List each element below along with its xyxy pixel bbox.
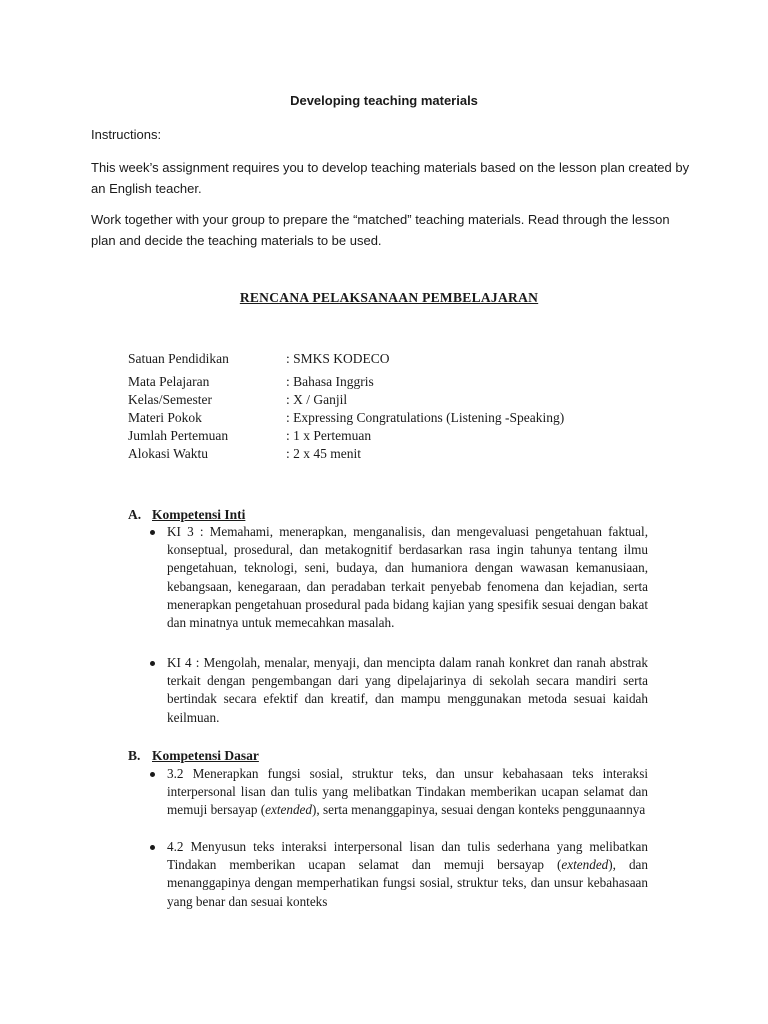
list-item <box>150 523 648 632</box>
document-title: Developing teaching materials <box>290 93 478 108</box>
competency-text: KI 3 : Memahami, menerapkan, menganalisis, dan mengevaluasi pengetahuan faktual, konseptual, prosedural, dan metakognitif berdasarkan rasa ingin tahunya tentang ilmu pengetahuan, teknologi, seni, budaya, dan humaniora dengan wawasan kemanusiaan, kebangsaan, kenegaraan, dan peradaban terkait penyebab fenomena dan kejadian, serta menerapkan pengetahuan prosedural pada bidang kajian yang spesifik sesuai dengan bakat dan minatnya untuk memecahkan masalah. <box>167 524 648 631</box>
section-letter: A. <box>128 507 142 522</box>
info-label: Jumlah Pertemuan <box>128 428 229 443</box>
text-segment: 3.2 Menerapkan fungsi sosial, struktur teks, dan unsur kebahasaan teks interaksi interpersonal lisan dan tulis yang melibatkan Tindakan memberikan ucapan selamat dan memuji bersayap ( <box>167 766 648 818</box>
text-segment: ), serta menanggapinya, sesuai dengan konteks penggunaannya <box>312 802 646 818</box>
lesson-plan-title: RENCANA PELAKSANAAN PEMBELAJARAN <box>239 290 539 305</box>
competency-text <box>167 765 648 820</box>
info-label: Kelas/Semester <box>128 392 212 407</box>
info-label: Alokasi Waktu <box>128 446 209 461</box>
info-value: : Bahasa Inggris <box>286 374 374 389</box>
emphasis-text: extended <box>561 857 609 873</box>
info-label: Materi Pokok <box>128 410 202 425</box>
list-item <box>150 838 648 911</box>
info-value: : SMKS KODECO <box>286 351 390 366</box>
competency-text <box>167 838 648 911</box>
section-heading-a <box>128 507 245 523</box>
text-segment: 4.2 Menyusun teks interaksi interpersonal lisan dan tulis sederhana yang melibatkan Tindakan memberikan ucapan selamat dan memuji bersayap ( <box>167 839 648 873</box>
instructions-heading: Instructions: <box>91 127 162 142</box>
section-name: Kompetensi Dasar <box>152 748 259 763</box>
section-name: Kompetensi Inti <box>152 507 246 522</box>
info-label: Satuan Pendidikan <box>128 351 229 366</box>
bullet-icon <box>150 530 155 535</box>
list-item <box>150 765 648 820</box>
emphasis-text: extended <box>265 802 312 818</box>
info-value: : 2 x 45 menit <box>286 446 361 461</box>
info-value: : Expressing Congratulations (Listening -Speaking) <box>286 410 565 425</box>
bullet-icon <box>150 661 155 666</box>
info-value: : 1 x Pertemuan <box>286 428 372 443</box>
section-letter: B. <box>128 748 141 763</box>
text-segment: ), dan menanggapinya dengan memperhatikan fungsi sosial, struktur teks, dan unsur kebahasaan yang benar dan sesuai konteks <box>167 857 648 909</box>
info-value: : X / Ganjil <box>286 392 348 407</box>
instruction-paragraph: This week’s assignment requires you to develop teaching materials based on the lesson plan created by an English teacher. <box>91 160 690 196</box>
list-item <box>150 654 648 727</box>
competency-text: KI 4 : Mengolah, menalar, menyaji, dan mencipta dalam ranah konkret dan ranah abstrak terkait dengan pengembangan dari yang dipelajarinya di sekolah secara mandiri serta bertindak secara efektif dan kreatif, dan mampu menggunakan metoda sesuai kaidah keilmuan. <box>167 655 648 725</box>
bullet-icon <box>150 845 155 850</box>
section-heading-b <box>128 748 259 764</box>
bullet-icon <box>150 772 155 777</box>
instruction-paragraph: Work together with your group to prepare the “matched” teaching materials. Read through the lesson plan and decide the teaching materials to be used. <box>91 212 670 248</box>
info-label: Mata Pelajaran <box>128 374 210 389</box>
